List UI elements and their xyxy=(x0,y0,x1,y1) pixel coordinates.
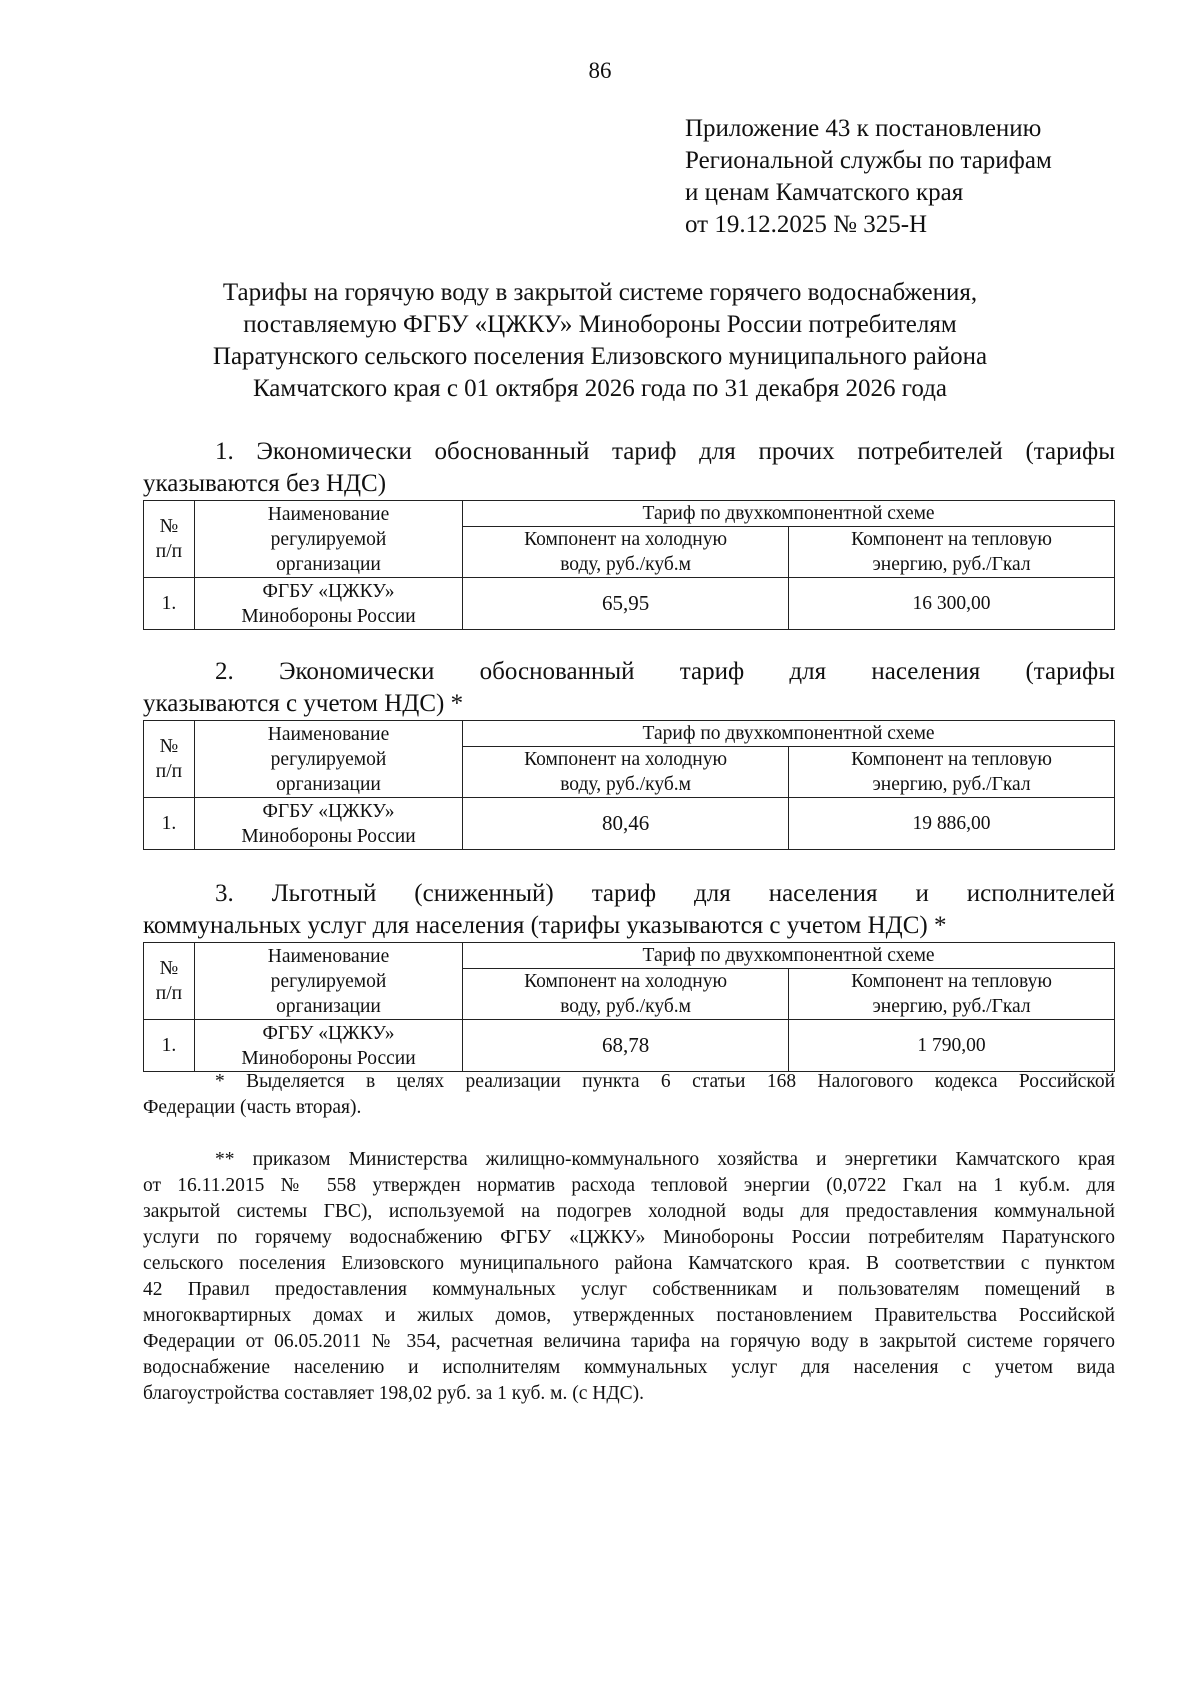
section-heading-line: коммунальных услуг для населения (тарифы указываются с учетом НДС) * xyxy=(143,912,947,939)
footnote-line: ** приказом Министерства жилищно-коммунального хозяйства и энергетики Камчатского края xyxy=(215,1149,1115,1170)
header-org: Наименование регулируемой организации xyxy=(194,501,462,578)
header-heat: Компонент на тепловую энергию, руб./Гкал xyxy=(789,747,1115,798)
table-row xyxy=(144,1020,1115,1072)
footnote-line: сельского поселения Елизовского муниципального района Камчатского края. В соответствии с пунктом xyxy=(143,1253,1115,1274)
header-org: Наименование регулируемой организации xyxy=(194,721,462,798)
cell-org: ФГБУ «ЦЖКУ» Минобороны России xyxy=(194,578,462,630)
table-row xyxy=(144,798,1115,850)
header-cold: Компонент на холодную воду, руб./куб.м xyxy=(463,527,789,578)
section-heading xyxy=(143,436,1115,500)
appendix-line: Региональной службы по тарифам xyxy=(685,147,1052,174)
header-cold: Компонент на холодную воду, руб./куб.м xyxy=(463,969,789,1020)
appendix-line: Приложение 43 к постановлению xyxy=(685,115,1042,142)
section-heading xyxy=(143,656,1115,720)
title-line: Камчатского края с 01 октября 2026 года по 31 декабря 2026 года xyxy=(252,375,948,402)
tariff-section-2 xyxy=(143,656,1115,850)
header-num: № п/п xyxy=(144,501,195,578)
appendix-line: и ценам Камчатского края xyxy=(685,179,964,206)
tariff-table xyxy=(143,720,1115,850)
title-line: поставляемую ФГБУ «ЦЖКУ» Минобороны России потребителям xyxy=(243,311,957,338)
document-title xyxy=(0,277,1200,405)
tariff-table xyxy=(143,942,1115,1072)
header-org: Наименование регулируемой организации xyxy=(194,943,462,1020)
header-scheme: Тариф по двухкомпонентной схеме xyxy=(463,721,1115,747)
section-heading-line: 1. Экономически обоснованный тариф для прочих потребителей (тарифы xyxy=(215,438,1115,465)
section-heading-line: 3. Льготный (сниженный) тариф для населения и исполнителей xyxy=(215,880,1115,907)
appendix-line: от 19.12.2025 № 325-Н xyxy=(685,211,928,238)
header-scheme: Тариф по двухкомпонентной схеме xyxy=(463,943,1115,969)
cell-org: ФГБУ «ЦЖКУ» Минобороны России xyxy=(194,1020,462,1072)
header-cold: Компонент на холодную воду, руб./куб.м xyxy=(463,747,789,798)
footnote-vat xyxy=(143,1069,1115,1121)
appendix-reference xyxy=(685,113,1165,241)
cell-heat-value: 1 790,00 xyxy=(789,1020,1115,1072)
page-number: 86 xyxy=(588,58,612,83)
section-heading xyxy=(143,878,1115,942)
table-row xyxy=(144,578,1115,630)
footnote-line: благоустройства составляет 198,02 руб. за 1 куб. м. (с НДС). xyxy=(143,1383,645,1404)
cell-num: 1. xyxy=(144,1020,195,1072)
cell-num: 1. xyxy=(144,578,195,630)
header-heat: Компонент на тепловую энергию, руб./Гкал xyxy=(789,527,1115,578)
tariff-section-3 xyxy=(143,878,1115,1072)
tariff-section-1 xyxy=(143,436,1115,630)
title-line: Паратунского сельского поселения Елизовского муниципального района xyxy=(212,343,988,370)
footnote-line: 42 Правил предоставления коммунальных услуг собственникам и пользователям помещений в xyxy=(143,1279,1115,1300)
footnote-line: услуги по горячему водоснабжению ФГБУ «ЦЖКУ» Минобороны России потребителям Паратунского xyxy=(143,1227,1115,1248)
cell-num: 1. xyxy=(144,798,195,850)
footnote-line: водоснабжение населению и исполнителям коммунальных услуг для населения с учетом вида xyxy=(143,1357,1115,1378)
header-heat: Компонент на тепловую энергию, руб./Гкал xyxy=(789,969,1115,1020)
footnote-line: Федерации от 06.05.2011 № 354, расчетная величина тарифа на горячую воду в закрытой системе горячего xyxy=(143,1331,1115,1352)
section-heading-line: указываются без НДС) xyxy=(143,470,387,497)
cell-heat-value: 16 300,00 xyxy=(789,578,1115,630)
section-heading-line: 2. Экономически обоснованный тариф для населения (тарифы xyxy=(215,658,1115,685)
cell-cold-value: 68,78 xyxy=(463,1020,789,1072)
cell-org: ФГБУ «ЦЖКУ» Минобороны России xyxy=(194,798,462,850)
footnote-line: многоквартирных домах и жилых домов, утвержденных постановлением Правительства Российской xyxy=(143,1305,1115,1326)
cell-cold-value: 80,46 xyxy=(463,798,789,850)
footnote-norm xyxy=(143,1147,1115,1407)
section-heading-line: указываются с учетом НДС) * xyxy=(143,690,464,717)
footnote-line: от 16.11.2015 № 558 утвержден норматив расхода тепловой энергии (0,0722 Гкал на 1 куб.м. для xyxy=(143,1175,1115,1196)
cell-cold-value: 65,95 xyxy=(463,578,789,630)
header-scheme: Тариф по двухкомпонентной схеме xyxy=(463,501,1115,527)
cell-heat-value: 19 886,00 xyxy=(789,798,1115,850)
header-num: № п/п xyxy=(144,721,195,798)
title-line: Тарифы на горячую воду в закрытой системе горячего водоснабжения, xyxy=(222,279,978,306)
footnote-line: закрытой системы ГВС), используемой на подогрев холодной воды для предоставления коммунальной xyxy=(143,1201,1115,1222)
header-num: № п/п xyxy=(144,943,195,1020)
tariff-table xyxy=(143,500,1115,630)
footnote-line: Федерации (часть вторая). xyxy=(143,1097,362,1118)
footnote-line: * Выделяется в целях реализации пункта 6 статьи 168 Налогового кодекса Российской xyxy=(215,1071,1115,1092)
